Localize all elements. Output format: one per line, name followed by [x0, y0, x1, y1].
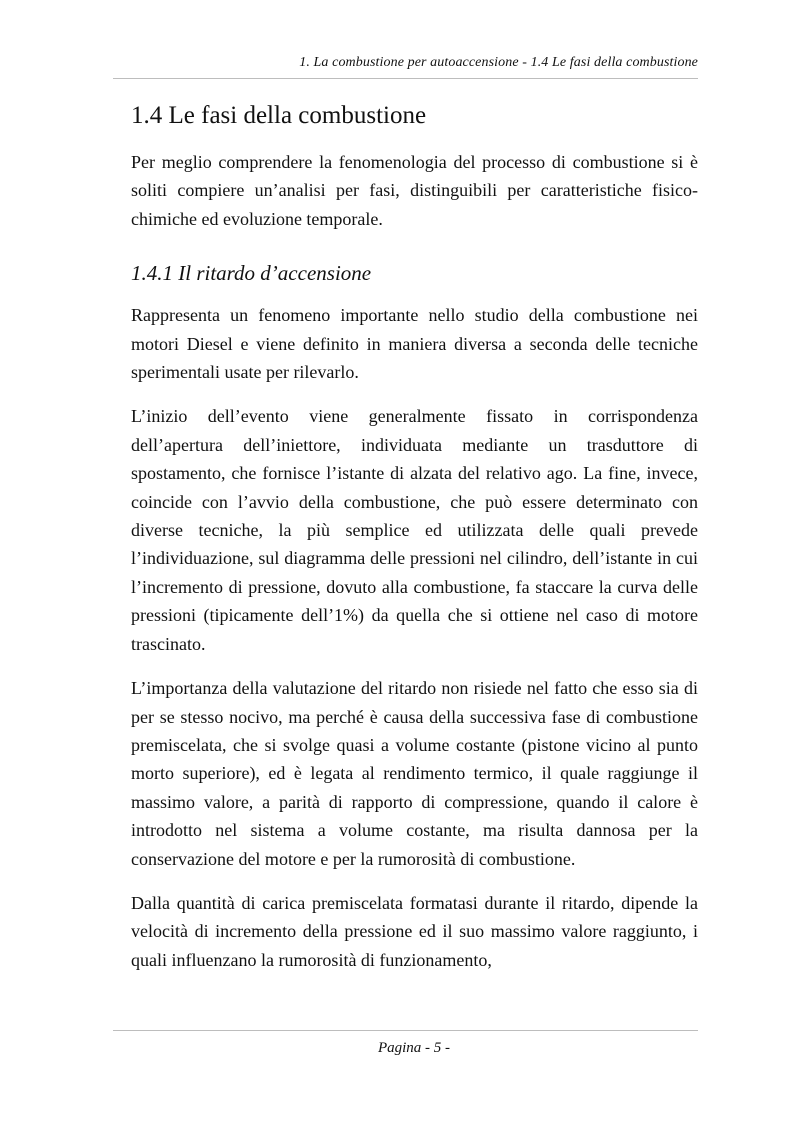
subsection-title: 1.4.1 Il ritardo d’accensione: [131, 261, 372, 286]
page-number: Pagina - 5 -: [377, 1040, 451, 1056]
footer-rule: [113, 1030, 698, 1031]
paragraph-definition: Rappresenta un fenomeno importante nello studio della combustione nei motori Diesel e viene definito in maniera diversa a seconda delle tecniche sperimentali usate per rilevarlo.: [131, 305, 698, 383]
paragraph-premixed-charge: Dalla quantità di carica premiscelata formatasi durante il ritardo, dipende la velocità di incremento della pressione ed il suo massimo valore raggiunto, i quali influenzano la rumorosità di funzionamento,: [131, 892, 698, 970]
section-title: 1.4 Le fasi della combustione: [131, 102, 427, 129]
paragraph-importance: L’importanza della valutazione del ritardo non risiede nel fatto che esso sia di per se stesso nocivo, ma perché è causa della successiva fase di combustione premiscelata, che si svolge quasi a volume costante (pistone vicino al punto morto superiore), ed è legata al rendimento termico, il quale raggiunge il massimo valore, a parità di rapporto di compressione, quando il calore è introdotto nel sistema a volume costante, ma risulta dannosa per la conservazione del motore e per la rumorosità di combustione.: [131, 678, 698, 869]
page-body: [131, 100, 698, 974]
running-header: 1. La combustione per autoaccensione - 1.4 Le fasi della combustione: [299, 55, 698, 70]
section-intro-paragraph: Per meglio comprendere la fenomenologia del processo di combustione si è soliti compiere un’analisi per fasi, distinguibili per caratteristiche fisico-chimiche ed evoluzione temporale.: [131, 152, 698, 229]
header-rule: [113, 78, 698, 79]
paragraph-event-start: L’inizio dell’evento viene generalmente fissato in corrispondenza dell’apertura dell’iniettore, individuata mediante un trasduttore di spostamento, che fornisce l’istante di alzata del relativo ago. La fine, invece, coincide con l’avvio della combustione, che può essere determinato con diverse tecniche, la più semplice ed utilizzata delle quali prevede l’individuazione, sul diagramma delle pressioni nel cilindro, dell’istante in cui l’incremento di pressione, dovuto alla combustione, fa staccare la curva delle pressioni (tipicamente dell’1%) da quella che si ottiene nel caso di motore trascinato.: [131, 406, 698, 654]
